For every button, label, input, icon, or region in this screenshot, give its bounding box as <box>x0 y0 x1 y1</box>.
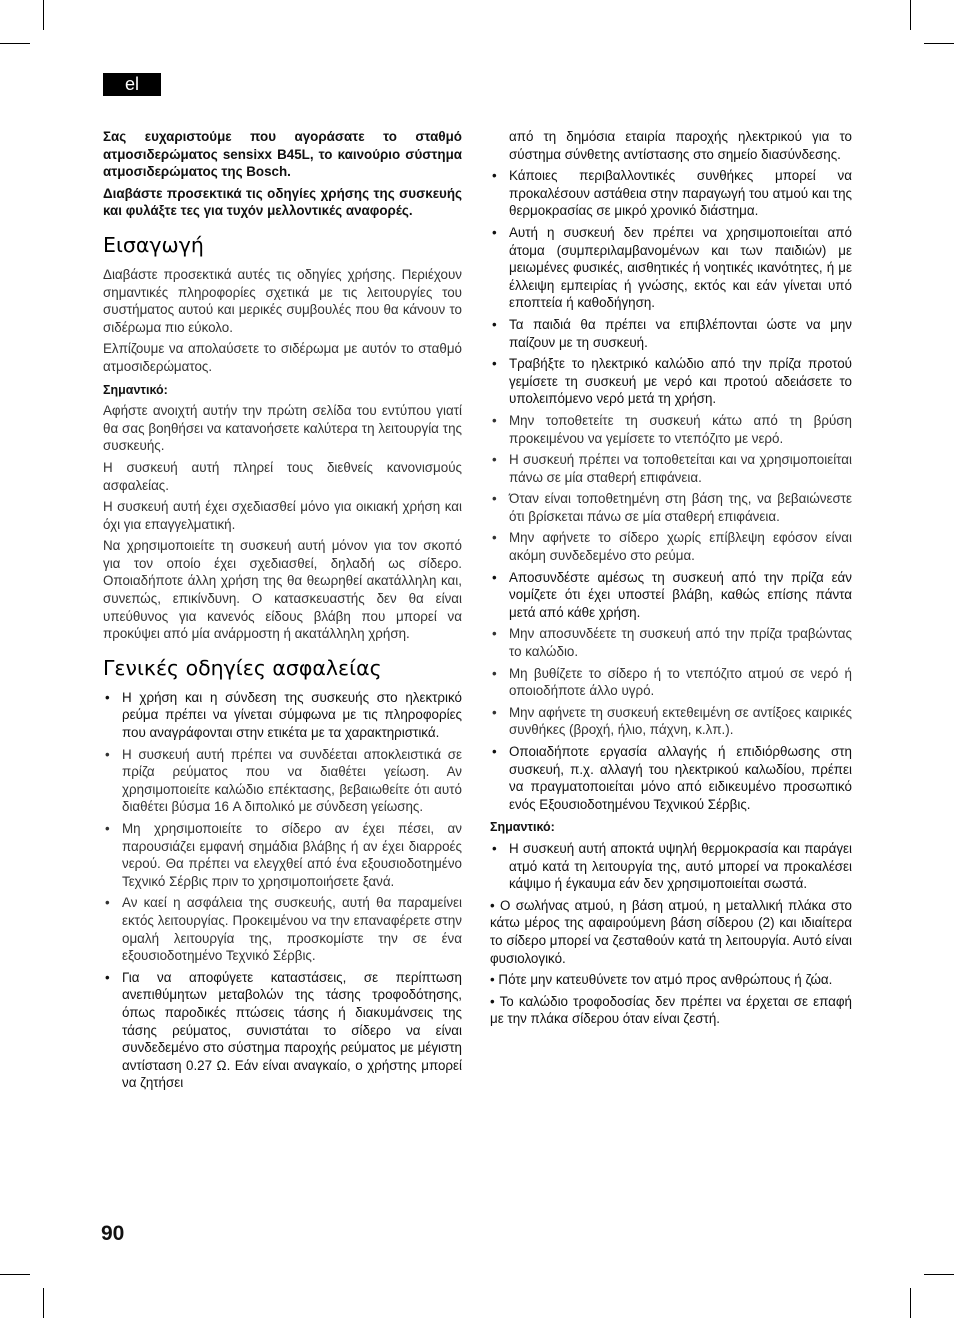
list-item: • Μην αφήνετε τη συσκευή εκτεθειμένη σε αντίξοες καιρικές συνθήκες (βροχή, ήλιο, πάχνη, κ.λπ.). <box>490 704 852 739</box>
list-item: • Τα παιδιά θα πρέπει να επιβλέπονται ώστε να μην παίζουν με τη συσκευή. <box>490 316 852 351</box>
list-item: • Η χρήση και η σύνδεση της συσκευής στο ηλεκτρικό ρεύμα πρέπει να γίνεται σύμφωνα με τις πληροφορίες που αναγράφονται στην ετικέτα με τα χαρακτηριστικά. <box>103 689 462 742</box>
list-item: • Η συσκευή πρέπει να τοποθετείται και να χρησιμοποιείται πάνω σε μία σταθερή επιφάνεια. <box>490 451 852 486</box>
introduction-heading: Εισαγωγή <box>103 232 204 257</box>
list-item: • Η συσκευή αυτή αποκτά υψηλή θερμοκρασία και παράγει ατμό κατά τη λειτουργία της, αυτό μπορεί να προκαλέσει κάψιμο ή έγκαυμα εάν δεν χρησιμοποιείται σωστά. <box>490 840 852 893</box>
introduction-p6: Να χρησιμοποιείτε τη συσκευή αυτή μόνον για τον σκοπό για τον οποίο έχει σχεδιασθεί, δηλαδή ως σίδερο. Οποιαδήποτε άλλη χρήση της θα θεωρηθεί ακατάλληλη και, συνεπώς, επικίνδυνη. Ο κατασκευαστής δεν θα είναι υπεύθυνος για κανενός είδους βλάβη που μπορεί να προκύψει από μία ανάρμοστη ή ακατάλληλη χρήση. <box>103 538 462 642</box>
list-item: • Μη χρησιμοποιείτε το σίδερο αν έχει πέσει, αν παρουσιάζει εμφανή σημάδια βλάβης ή αν έχει διαρροές νερού. Θα πρέπει να ελεγχθεί από ένα εξουσιοδοτημένο Τεχνικό Σέρβις πριν το χρησιμοποιήσετε ξανά. <box>103 820 462 890</box>
continued-text: από τη δημόσια εταιρία παροχής ηλεκτρικού για το σύστημα σύνθετης αντίστασης στο σημείο διασύνδεσης. <box>509 129 852 162</box>
list-item: • Το καλώδιο τροφοδοσίας δεν πρέπει να έρχεται σε επαφή με την πλάκα σίδερου όταν είναι ζεστή. <box>490 993 852 1027</box>
crop-mark <box>43 0 44 30</box>
right-column <box>490 128 852 1032</box>
crop-mark <box>910 0 911 30</box>
crop-mark <box>0 1274 30 1275</box>
intro-thanks: Σας ευχαριστούμε που αγοράσατε το σταθμό ατμοσιδερώματος sensixx B45L, το καινούριο σύστημα ατμοσιδερώματος της Bosch. <box>103 129 462 180</box>
introduction-p3: Αφήστε ανοιχτή αυτήν την πρώτη σελίδα του εντύπου γιατί θα σας βοηθήσει να κατανοήσετε καλύτερα τη λειτουργία της συσκευής. <box>103 403 462 454</box>
list-item: • Όταν είναι τοποθετημένη στη βάση της, να βεβαιώνεστε ότι βρίσκεται πάνω σε μία σταθερή επιφάνεια. <box>490 490 852 525</box>
list-item: • Ο σωλήνας ατμού, η βάση ατμού, η μεταλλική πλάκα στο κάτω μέρος της αφαιρούμενη βάση σίδερου (2) και ιδιαίτερα το σίδερο μπορεί να ζεσταθούν κατά τη λειτουργία. Αυτό είναι φυσιολογικό. <box>490 897 852 966</box>
list-item: • Αυτή η συσκευή δεν πρέπει να χρησιμοποιείται από άτομα (συμπεριλαμβανομένων και των παιδιών) με μειωμένες φυσικές, αισθητικές ή νοητικές ικανότητες, ή με έλλειψη εμπειρίας ή γνώσης, εκτός και εάν γίνεται υπό εποπτεία ή καθοδήγηση. <box>490 224 852 312</box>
list-item: • Για να αποφύγετε καταστάσεις, σε περίπτωση ανεπιθύμητων μεταβολών της τάσης τροφοδότησης, όπως παροδικές πτώσεις τάσης ή διακυμάνσεις της τάσης ρεύματος, συνιστάται το σίδερο να είναι συνδεδεμένο στο σύστημα παροχής ρεύματος με μέγιστη αντίσταση 0.27 Ω. Εάν είναι αναγκαίο, ο χρήστης μπορεί να ζητήσει <box>103 969 462 1092</box>
list-item: • Η συσκευή αυτή πρέπει να συνδέεται αποκλειστικά σε πρίζα ρεύματος που να διαθέτει γείωση. Αν χρησιμοποιείτε καλώδιο επέκτασης, βεβαιωθείτε ότι αυτό διαθέτει βύσμα 16 A διπολικό με σύνδεση γείωσης. <box>103 746 462 816</box>
intro-read: Διαβάστε προσεκτικά τις οδηγίες χρήσης της συσκευής και φυλάξτε τες για τυχόν μελλοντικές αναφορές. <box>103 185 462 219</box>
list-item: • Αποσυνδέστε αμέσως τη συσκευή από την πρίζα εάν νομίζετε ότι έχει υποστεί βλάβη, καθώς επίσης πάντα μετά από κάθε χρήση. <box>490 569 852 622</box>
crop-mark <box>0 43 30 44</box>
list-item: • Τραβήξτε το ηλεκτρικό καλώδιο από την πρίζα προτού γεμίσετε τη συσκευή με νερό και προτού αδειάσετε το υπολειπόμενο νερό μετά τη χρήση. <box>490 355 852 408</box>
left-column <box>103 128 462 1096</box>
introduction-p2: Ελπίζουμε να απολαύσετε το σιδέρωμα με αυτόν το σταθμό ατμοσιδερώματος. <box>103 341 462 374</box>
introduction-p1: Διαβάστε προσεκτικά αυτές τις οδηγίες χρήσης. Περιέχουν σημαντικές πληροφορίες σχετικά με τις λειτουργίες του συστήματος αυτού και μερικές συμβουλές που θα κάνουν το σιδέρωμα πιο εύκολο. <box>103 266 462 335</box>
list-item: • Μην αποσυνδέετε τη συσκευή από την πρίζα τραβώντας το καλώδιο. <box>490 625 852 660</box>
crop-mark <box>924 43 954 44</box>
introduction-p4: Η συσκευή αυτή πληρεί τους διεθνείς κανονισμούς ασφαλείας. <box>103 459 462 493</box>
list-item: • Πότε μην κατευθύνετε τον ατμό προς ανθρώπους ή ζώα. <box>490 972 833 988</box>
page-number: 90 <box>101 1222 125 1245</box>
list-item: • Οποιαδήποτε εργασία αλλαγής ή επιδιόρθωσης στη συσκευή, π.χ. αλλαγή του ηλεκτρικού καλωδίου, πρέπει να πραγματοποιείται μόνο από ειδικευμένο προσωπικό ενός Εξουσιοδοτημένου Τεχνικού Σέρβις. <box>490 743 852 813</box>
list-item: • Μην αφήνετε το σίδερο χωρίς επίβλεψη εφόσον είναι ακόμη συνδεδεμένο στο ρεύμα. <box>490 529 852 564</box>
safety-heading: Γενικές οδηγίες ασφαλείας <box>103 655 382 680</box>
important-label: Σημαντικό: <box>490 820 555 835</box>
list-item: • Αν καεί η ασφάλεια της συσκευής, αυτή θα παραμείνει εκτός λειτουργίας. Προκειμένου να την επαναφέρετε στην ομαλή λειτουργία της, προσκομίστε την σε ένα εξουσιοδοτημένο Τεχνικό Σέρβις. <box>103 894 462 964</box>
crop-mark <box>924 1274 954 1275</box>
list-item: • Μην τοποθετείτε τη συσκευή κάτω από τη βρύση προκειμένου να γεμίσετε το ντεπόζιτο με νερό. <box>490 412 852 447</box>
safety-list-right <box>490 167 852 813</box>
important-label: Σημαντικό: <box>103 382 168 397</box>
safety-list-left <box>103 689 462 1092</box>
list-item: • Μη βυθίζετε το σίδερο ή το ντεπόζιτο ατμού σε νερό ή οποιοδήποτε άλλο υγρό. <box>490 665 852 700</box>
introduction-p5: Η συσκευή αυτή έχει σχεδιασθεί μόνο για οικιακή χρήση και όχι για επαγγελματική. <box>103 499 462 532</box>
language-badge: el <box>103 73 161 96</box>
crop-mark <box>910 1288 911 1318</box>
list-item: • Κάποιες περιβαλλοντικές συνθήκες μπορεί να προκαλέσουν αστάθεια στην παραγωγή του ατμού και της θερμοκρασίας σε μικρό χρονικό διάστημα. <box>490 167 852 220</box>
important-list <box>490 840 852 1028</box>
crop-mark <box>43 1288 44 1318</box>
